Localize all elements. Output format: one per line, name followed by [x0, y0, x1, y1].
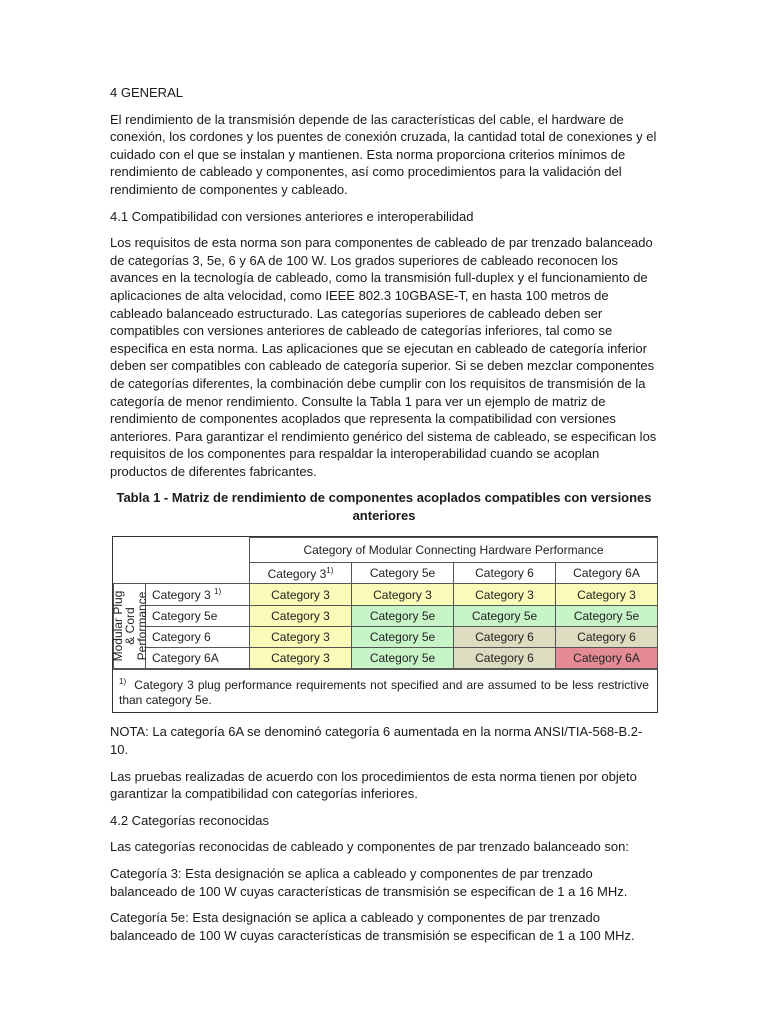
- table-cell: Category 3: [556, 584, 658, 605]
- subsection-4-2-title: 4.2 Categorías reconocidas: [110, 812, 269, 828]
- table-cell: Category 5e: [556, 605, 658, 626]
- table-cell: Category 6: [556, 626, 658, 647]
- paragraph-4-2: Las categorías reconocidas de cableado y componentes de par trenzado balanceado son:: [110, 839, 629, 855]
- table-cell: Category 3: [352, 584, 454, 605]
- intro-paragraph: El rendimiento de la transmisión depende de las características del cable, el hardware de conexión, los cordones y los puentes de conexión cruzada, la cantidad total de conexiones y el cuidado con el que se instalan y mantienen. Esta norma proporciona criterios mínimos de rendimiento de cableado y componentes, así como procedimientos para la validación del rendimiento de componentes y cableado.: [110, 111, 657, 197]
- subsection-4-1-title: 4.1 Compatibilidad con versiones anteriores e interoperabilidad: [110, 208, 474, 224]
- table-cell: Category 5e: [352, 626, 454, 647]
- table-cell: Category 3: [250, 626, 352, 647]
- row-header: Category 5e: [146, 605, 250, 626]
- table-cell: Category 5e: [352, 648, 454, 669]
- document-page: [110, 84, 658, 953]
- column-header: Category 5e: [352, 563, 454, 584]
- section-title: 4 GENERAL: [110, 85, 183, 100]
- column-header: Category 3$^{1)}$: [250, 563, 352, 584]
- table-cell: Category 3: [250, 584, 352, 605]
- table-cell: Category 5e: [352, 605, 454, 626]
- table-cell: Category 6: [454, 648, 556, 669]
- compatibility-table: [112, 536, 658, 713]
- category-3-paragraph: Categoría 3: Esta designación se aplica a cableado y componentes de par trenzado balanceado de 100 W cuyas características de transmisión se especifican de 1 a 16 MHz.: [110, 866, 628, 899]
- column-group-header: Category of Modular Connecting Hardware Performance: [250, 538, 658, 563]
- table-cell: Category 3: [250, 648, 352, 669]
- table-caption: Tabla 1 - Matriz de rendimiento de componentes acoplados compatibles con versiones anteriores: [116, 490, 652, 524]
- table-cell: Category 6A: [556, 648, 658, 669]
- column-header: Category 6A: [556, 563, 658, 584]
- row-header: Category 3 $^{1)}$: [146, 584, 250, 605]
- row-header: Category 6: [146, 626, 250, 647]
- table-footnote: $^{1)}$ Category 3 plug performance requirements not specified and are assumed to be less restrictive than category 5e.: [113, 669, 657, 712]
- paragraph-4-1: Los requisitos de esta norma son para componentes de cableado de par trenzado balanceado de categorías 3, 5e, 6 y 6A de 100 W. Los grados superiores de cableado reconocen los avances en la tecnología de cableado, como la transmisión full-duplex y el funcionamiento de aplicaciones de alta velocidad, como IEEE 802.3 10GBASE-T, en hasta 100 metros de cableado balanceado estructurado. Las categorías superiores de cableado deben ser compatibles con versiones anteriores de cableado de categorías inferiores, tal como se especifica en esta norma. Las aplicaciones que se ejecutan en cableado de categoría inferior deben ser compatibles con cableado de categoría superior. Si se deben mezclar componentes de categorías diferentes, la combinación debe cumplir con los requisitos de transmisión de la categoría de menor rendimiento. Consulte la Tabla 1 para ver un ejemplo de matriz de rendimiento de componentes acoplados que representa la compatibilidad con versiones anteriores. Para garantizar el rendimiento genérico del sistema de cableado, se especifican los requisitos de los componentes para respaldar la interoperabilidad cuando se acoplan productos de diferentes fabricantes.: [110, 235, 657, 479]
- note-paragraph: NOTA: La categoría 6A se denominó categoría 6 aumentada en la norma ANSI/TIA-568-B.2-10.: [110, 724, 643, 758]
- category-5e-paragraph: Categoría 5e: Esta designación se aplica a cableado y componentes de par trenzado balanceado de 100 W cuyas características de transmisión se especifican de 1 a 100 MHz.: [110, 910, 635, 943]
- table-cell: Category 3: [454, 584, 556, 605]
- table-cell: Category 5e: [454, 605, 556, 626]
- compatibility-matrix: [110, 537, 658, 669]
- table-cell: Category 6: [454, 626, 556, 647]
- column-header: Category 6: [454, 563, 556, 584]
- row-group-header: Modular Plug & Cord Performance: [114, 584, 146, 669]
- table-cell: Category 3: [250, 605, 352, 626]
- table-corner: [114, 538, 250, 584]
- row-header: Category 6A: [146, 648, 250, 669]
- tests-paragraph: Las pruebas realizadas de acuerdo con los procedimientos de esta norma tienen por objeto garantizar la compatibilidad con categorías inferiores.: [110, 768, 637, 802]
